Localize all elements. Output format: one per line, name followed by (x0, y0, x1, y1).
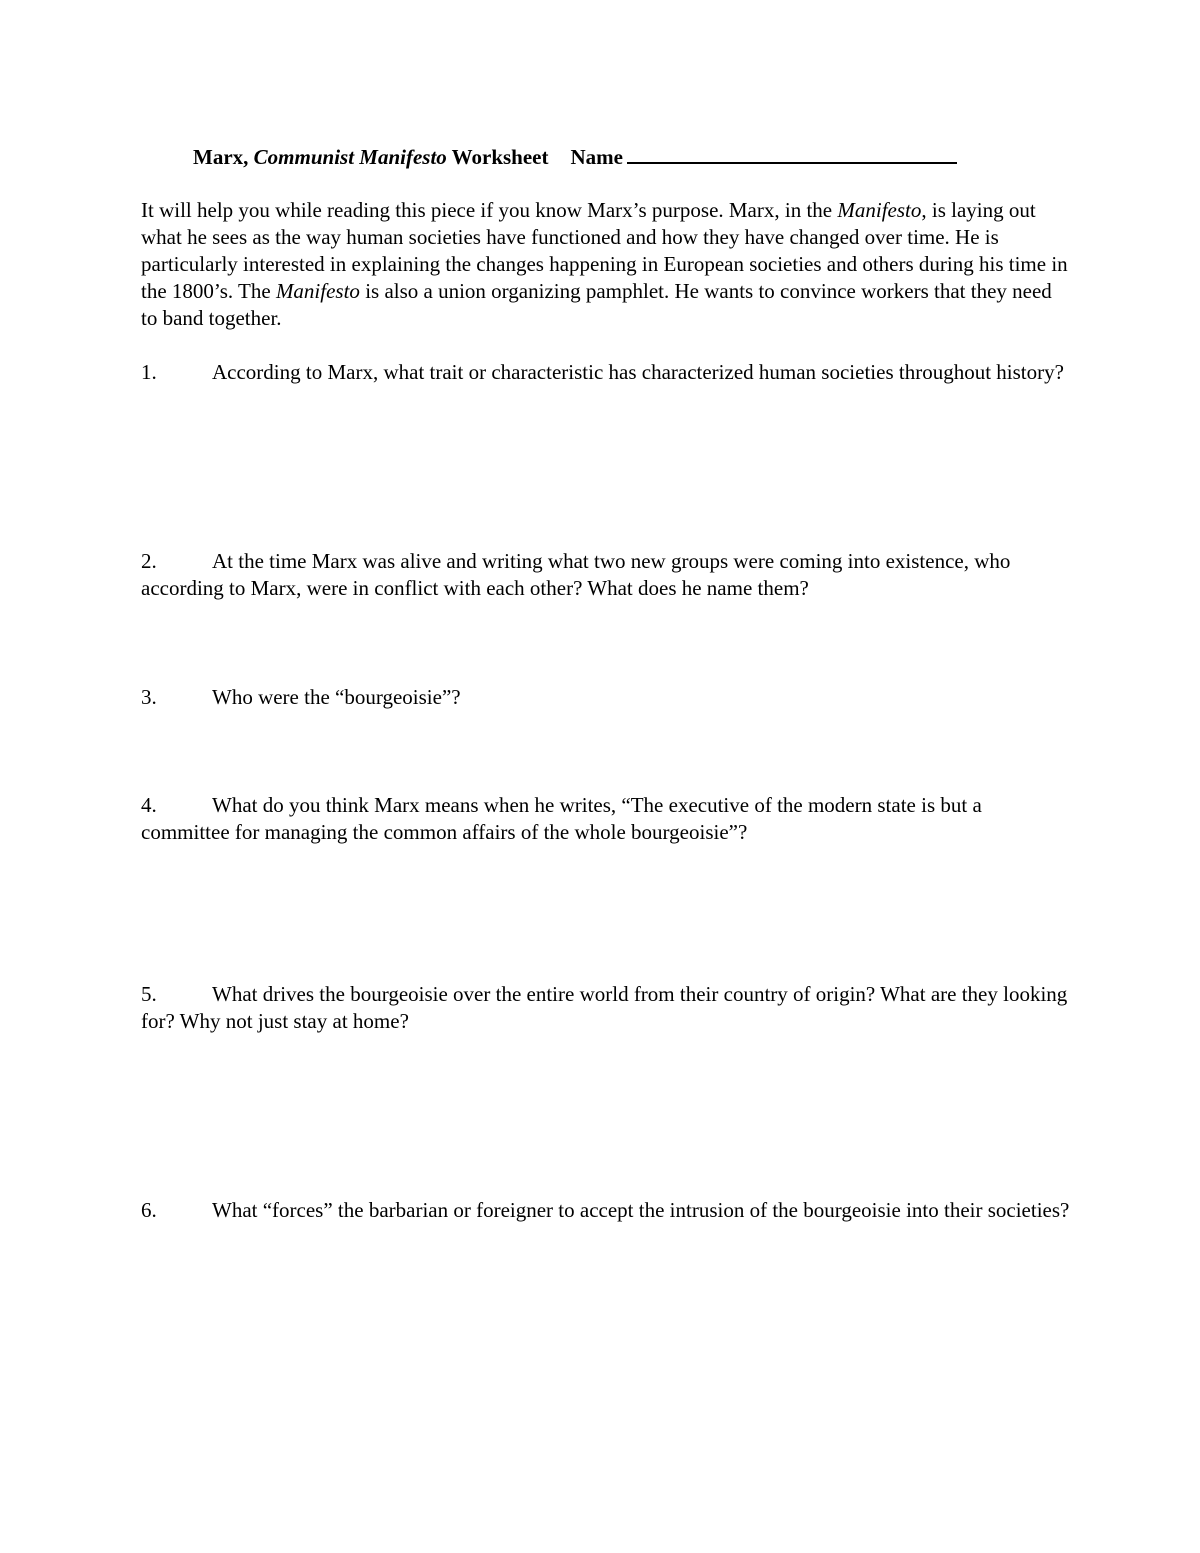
name-blank-line[interactable] (627, 142, 957, 164)
question-4 (141, 792, 1071, 846)
worksheet-title (193, 142, 957, 171)
question-6 (141, 1197, 1071, 1224)
question-3 (141, 684, 1071, 711)
question-text: What do you think Marx means when he writes, “The executive of the modern state is but a committee for managing the common affairs of the whole bourgeoisie”? (141, 793, 982, 844)
question-number: 6. (141, 1198, 157, 1222)
question-number: 4. (141, 793, 157, 817)
question-text: Who were the “bourgeoisie”? (212, 685, 461, 709)
intro-paragraph: It will help you while reading this piece if you know Marx’s purpose. Marx, in the Manifesto, is laying out what he sees as the way human societies have functioned and how they have changed over time. He is particularly interested in explaining the changes happening in European societies and others during his time in the 1800’s. The Manifesto is also a union organizing pamphlet. He wants to convince workers that they need to band together. (141, 198, 1068, 330)
question-number: 2. (141, 549, 157, 573)
question-text: At the time Marx was alive and writing what two new groups were coming into existence, who according to Marx, were in conflict with each other? What does he name them? (141, 549, 1011, 600)
title-suffix: Worksheet (446, 145, 549, 169)
question-1 (141, 359, 1071, 386)
question-number: 5. (141, 982, 157, 1006)
title-prefix: Marx, (193, 145, 254, 169)
question-number: 1. (141, 360, 157, 384)
name-label: Name (570, 145, 623, 169)
question-text: What “forces” the barbarian or foreigner to accept the intrusion of the bourgeoisie into their societies? (212, 1198, 1070, 1222)
question-5 (141, 981, 1071, 1035)
question-number: 3. (141, 685, 157, 709)
title-italic: Communist Manifesto (253, 145, 447, 169)
question-text: What drives the bourgeoisie over the entire world from their country of origin? What are they looking for? Why not just stay at home? (141, 982, 1068, 1033)
question-text: According to Marx, what trait or characteristic has characterized human societies throughout history? (212, 360, 1064, 384)
question-2 (141, 548, 1071, 602)
